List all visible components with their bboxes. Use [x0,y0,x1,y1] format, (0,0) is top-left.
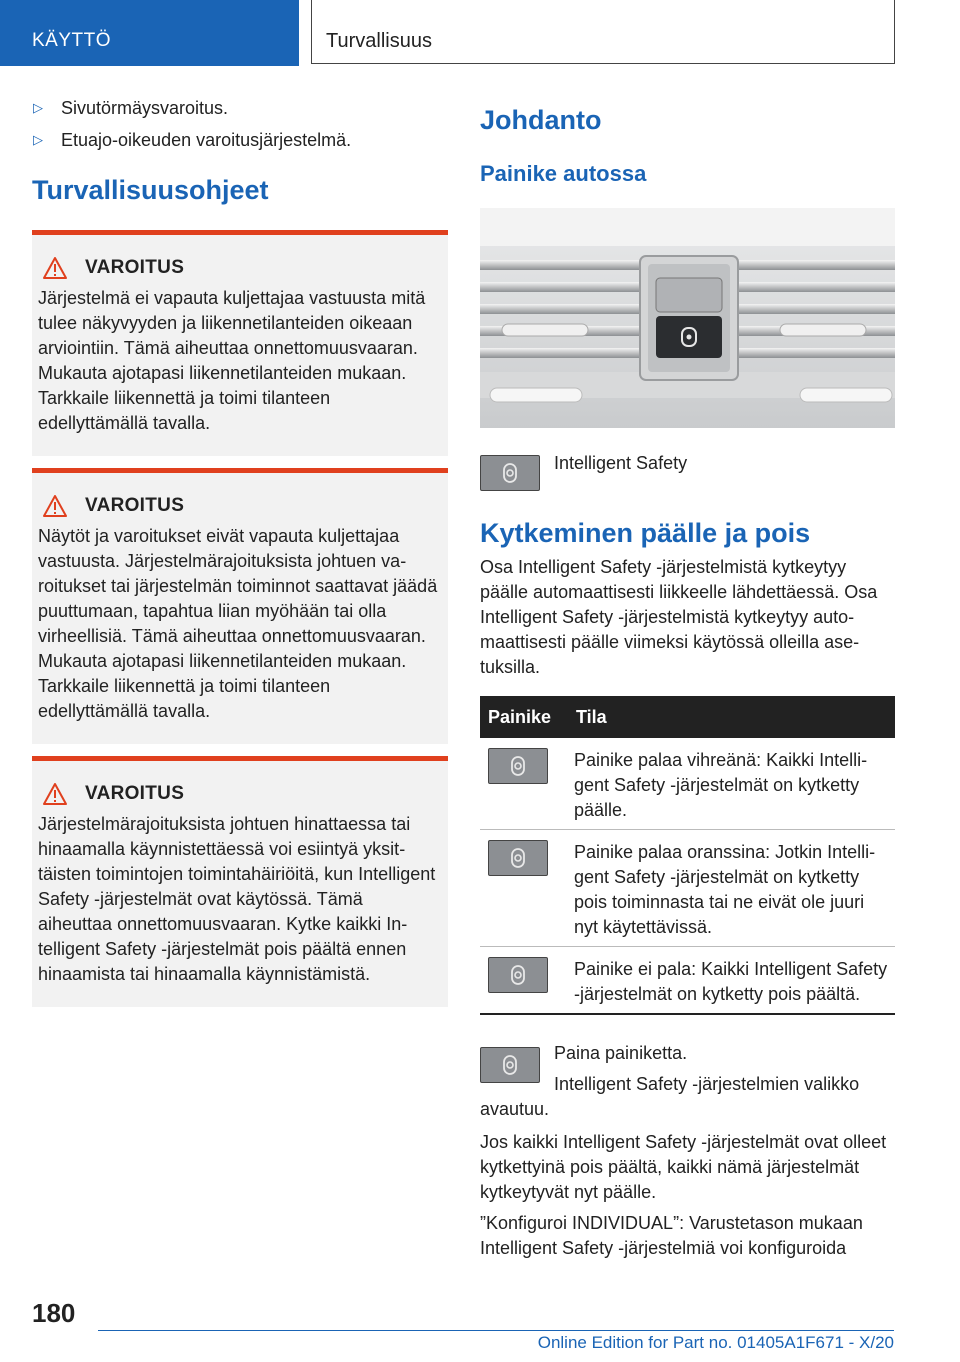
status-table [480,696,895,1015]
step-result: Intelligent Safety -järjestelmien valikko avautuu. [480,1074,860,1119]
page-header [0,0,960,66]
step-text: Paina painiketta. [554,1043,688,1063]
footer-divider [98,1330,894,1331]
body-paragraph: Jos kaikki Intelligent Safety -järjestelmät ovat olleet kytkettyinä pois päältä, kaikki nämä järjestelmät kytkeytyvät nyt päälle. [480,1132,887,1202]
page-number: 180 [32,1298,76,1328]
warning-title: VAROITUS [85,495,185,516]
triangle-bullet-icon: ▷ [33,132,43,147]
table-header-button: Painike [480,696,568,738]
warning-box [32,468,448,744]
warning-text: Näytöt ja varoitukset eivät vapauta kuljettajaa vastuusta. Järjestelmärajoituksista johtuen varoitukset tai järjestelmän toiminnot saattavat jäädä puuttumaan, tapahtua liian myöhään tai olla virheellisiä. Tämä aiheuttaa onnettomuusvaaran. Mukauta ajotapasi liikennetilanteiden mukaan. Tarkkaile liikennettä ja toimi tilanteen edellyttämällä tavalla. [38,526,438,721]
chapter-tab[interactable]: KÄYTTÖ [0,0,299,66]
table-row [480,830,895,947]
intelligent-safety-button-icon [488,748,548,784]
list-item: ▷ Sivutörmäysvaroitus. [33,98,229,118]
subsection-heading: Painike autossa [480,161,647,186]
section-heading: Turvallisuusohjeet [32,175,269,205]
table-cell: Painike ei pala: Kaikki Intelligent Safety -järjestelmät on kytketty pois päältä. [568,947,895,1015]
warning-triangle-icon [42,782,68,806]
warning-box [32,230,448,456]
left-column [32,96,448,1019]
warning-title: VAROITUS [85,257,185,278]
right-column [480,104,896,1261]
photo-caption: Intelligent Safety [554,453,688,473]
section-heading-2: Kytkeminen päälle ja pois [480,518,811,548]
section-title: Turvallisuus [311,0,895,64]
warning-box [32,756,448,1007]
warning-title: VAROITUS [85,783,185,804]
intelligent-safety-button-icon [480,1047,540,1083]
intelligent-safety-button-icon [488,957,548,993]
caption-row [480,451,896,491]
table-cell: Painike palaa vihreänä: Kaikki Intelligent Safety -järjestelmät on kytketty päälle. [568,738,895,830]
list-item: ▷ Etuajo-oikeuden varoitusjärjestelmä. [33,130,352,150]
intro-paragraph: Osa Intelligent Safety -järjestelmistä kytkeytyy päälle automaattisesti liikkeelle lähdettäessä. Osa Intelligent Safety -järjestelmistä kytkeytyy automaattisesti päälle viimeksi käytössä olleilla asetuksilla. [480,557,878,677]
body-paragraph: ”Konfiguroi INDIVIDUAL”: Varustetason mukaan Intelligent Safety -järjestelmiä voi konfiguroida [480,1213,863,1258]
footer-edition: Online Edition for Part no. 01405A1F671 - X/20 [537,1333,894,1352]
table-cell: Painike palaa oranssina: Jotkin Intelligent Safety -järjestelmät on kytketty pois toiminnasta tai ne eivät ole juuri nyt käytettävissä. [568,830,895,947]
warning-triangle-icon [42,494,68,518]
table-header-state: Tila [568,696,895,738]
triangle-bullet-icon: ▷ [33,100,43,115]
warning-text: Järjestelmärajoituksista johtuen hinattaessa tai hinaamalla käynnistettäessä voi esiintyä yksittäisten toimintojen toimintahäiriöitä, kun Intelligent Safety -järjestelmät ovat käytössä. Tämä aiheuttaa onnettomuusvaaran. Kytke kaikki Intelligent Safety -järjestelmät pois päältä ennen hinaamista tai hinaamalla käynnistämistä. [38,814,436,984]
table-row [480,947,895,1015]
warning-text: Järjestelmä ei vapauta kuljettajaa vastuusta mitä tulee näkyvyyden ja liikennetilanteiden oikeaan arviointiin. Tämä aiheuttaa onnettomuusvaaran. Mukauta ajotapasi liikennetilanteiden mukaan. Tarkkaile liikennettä ja toimi tilanteen edellyttämällä tavalla. [38,288,426,433]
dashboard-button-photo [480,208,895,428]
warning-triangle-icon [42,256,68,280]
intelligent-safety-button-icon [488,840,548,876]
table-row [480,738,895,830]
section-heading: Johdanto [480,105,602,135]
intelligent-safety-button-icon [480,455,540,491]
step-block [480,1041,896,1122]
